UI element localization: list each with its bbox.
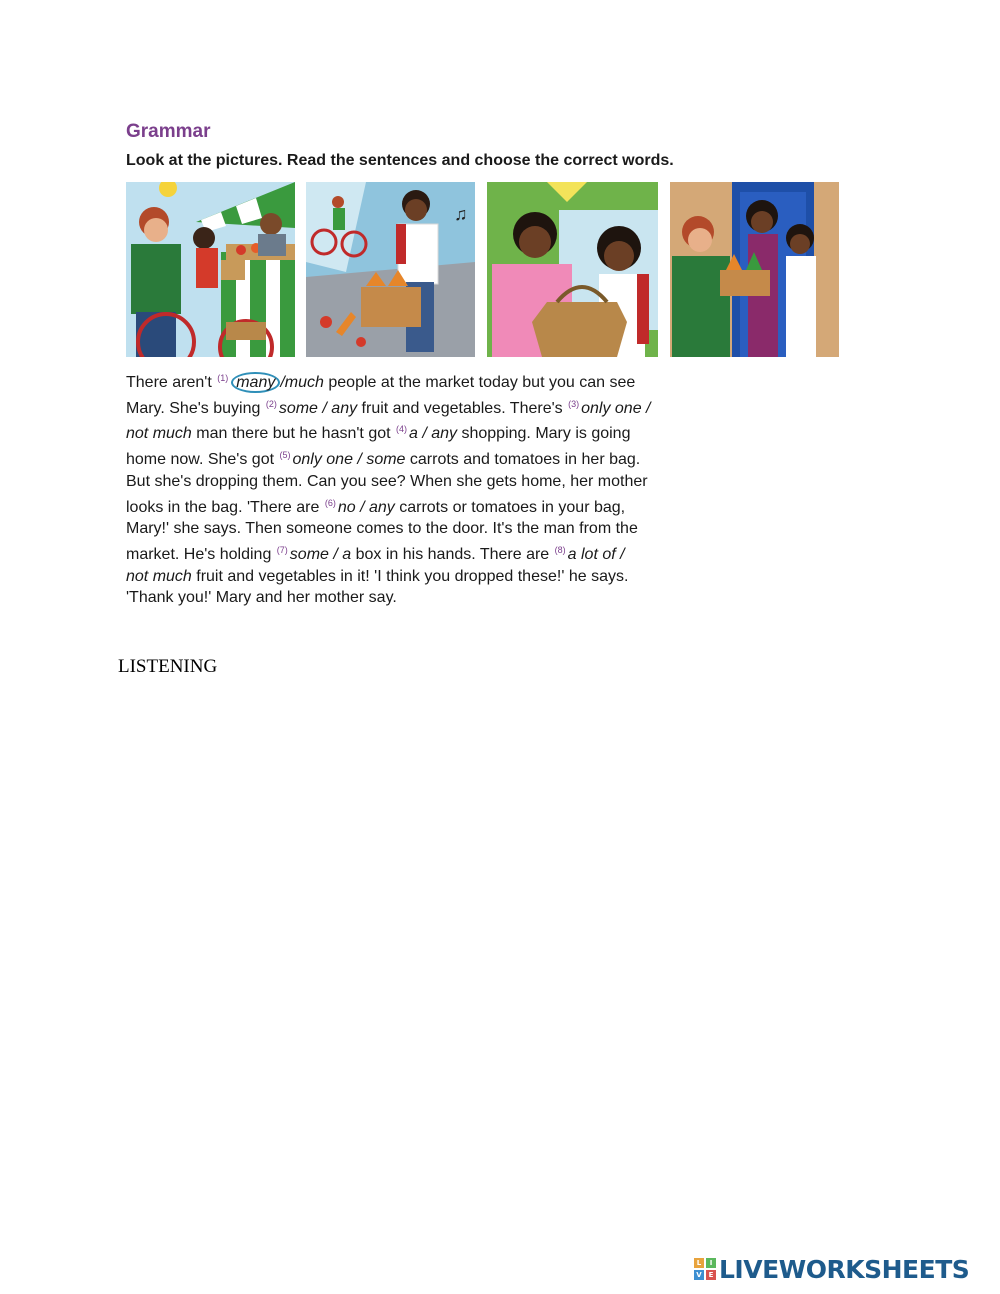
passage-line-1 [126,368,726,394]
dropping-vegetables-picture [306,182,475,357]
gap-number-3: (3) [568,398,580,409]
market-stall-picture [126,182,295,357]
door-picture [670,182,839,357]
passage-line-6 [126,493,726,519]
gap-number-7: (7) [276,544,288,555]
passage-text: fruit and vegetables. There's [357,399,568,417]
gap-number-2: (2) [265,398,277,409]
answer-choice-1-selected[interactable]: many [231,372,280,393]
answer-choice-4[interactable]: a / any [409,425,458,443]
passage-text: home now. She's got [126,451,279,469]
kitchen-picture [487,182,658,357]
logo-mark-letter: I [706,1258,716,1268]
logo-mark-icon [694,1258,716,1280]
passage-line-8 [126,540,726,566]
gap-number-8: (8) [554,544,566,555]
listening-section-label: LISTENING [118,656,218,677]
passage-line-4 [126,445,726,471]
instruction-text: Look at the pictures. Read the sentences and choose the correct words. [126,152,674,169]
liveworksheets-logo [694,1255,969,1283]
answer-choice-3-cont[interactable]: not much [126,425,192,443]
answer-choice-8[interactable]: a lot of / [567,545,625,563]
section-heading: Grammar [126,121,211,142]
gap-number-5: (5) [279,450,291,461]
logo-text: LIVEWORKSHEETS [719,1254,970,1284]
passage-text: Mary. She's buying [126,399,265,417]
passage-text: box in his hands. There are [351,545,554,563]
passage-line-5: But she's dropping them. Can you see? When she gets home, her mother [126,472,648,490]
passage-text: There aren't [126,374,217,391]
logo-mark-letter: L [694,1258,704,1268]
passage-line-10: 'Thank you!' Mary and her mother say. [126,589,397,607]
answer-choice-3[interactable]: only one / [581,399,651,417]
picture-strip [126,182,839,357]
passage-line-7: Mary!' she says. Then someone comes to the door. It's the man from the [126,520,638,538]
logo-mark-letter: E [706,1270,716,1280]
gap-number-4: (4) [396,424,407,435]
gap-number-1: (1) [217,373,229,383]
answer-choice-8-cont[interactable]: not much [126,567,192,585]
passage-line-9 [126,566,726,588]
passage-line-3 [126,419,726,445]
passage-text: shopping. Mary is going [457,425,631,443]
answer-choice-7[interactable]: some / a [289,545,352,563]
logo-mark-letter: V [694,1270,704,1280]
passage-text: fruit and vegetables in it! 'I think you dropped these!' he says. [191,567,629,585]
svg-text:♫: ♫ [454,204,468,224]
answer-choice-1-alt[interactable]: /much [280,374,324,391]
passage-text: man there but he hasn't got [191,425,395,443]
passage-text: market. He's holding [126,545,276,563]
passage-text: looks in the bag. 'There are [126,498,324,516]
gap-number-6: (6) [324,497,336,508]
passage-text: carrots or tomatoes in your bag, [394,498,626,516]
answer-choice-2[interactable]: some / any [278,399,358,417]
answer-choice-6[interactable]: no / any [337,498,395,516]
answer-choice-5[interactable]: only one / some [292,451,406,469]
passage-text: people at the market today but you can see [323,374,636,391]
passage-text: carrots and tomatoes in her bag. [405,451,641,469]
reading-passage [126,368,726,609]
passage-line-2 [126,394,726,420]
